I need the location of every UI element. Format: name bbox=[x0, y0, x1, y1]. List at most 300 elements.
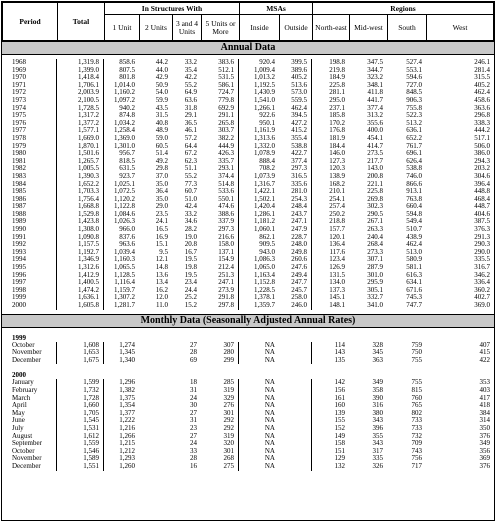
cell-south: 760 bbox=[411, 393, 422, 402]
cell-u5: 779.8 bbox=[218, 95, 234, 104]
cell-total: 1,399.0 bbox=[78, 65, 99, 74]
header-period: Period bbox=[3, 3, 58, 41]
monthly-rows-2000 bbox=[2, 379, 494, 470]
cell-ne: 250.2 bbox=[329, 209, 345, 218]
cell-inside: 888.4 bbox=[259, 156, 275, 165]
cell-u5: 275 bbox=[223, 461, 234, 470]
cell-south: 802 bbox=[411, 408, 422, 417]
cell-period: 2000 bbox=[12, 301, 26, 309]
cell-inside: 708.2 bbox=[259, 164, 275, 173]
cell-ne: 120.1 bbox=[329, 232, 345, 241]
cell-total: 1,559 bbox=[83, 439, 99, 448]
cell-u5: 550.1 bbox=[218, 194, 234, 203]
cell-total: 1,531 bbox=[83, 423, 99, 432]
cell-total: 1,319.8 bbox=[78, 58, 99, 66]
cell-inside: NA bbox=[264, 393, 275, 402]
cell-period: 1986 bbox=[12, 194, 26, 203]
cell-period: 1977 bbox=[12, 126, 26, 135]
cell-u5: 586.1 bbox=[218, 80, 234, 89]
cell-total: 1,703.3 bbox=[78, 187, 99, 196]
cell-south: 438.9 bbox=[406, 232, 422, 241]
cell-u1: 1,266 bbox=[119, 431, 135, 440]
header-outside: Outside bbox=[280, 15, 313, 41]
cell-inside: 1,181.2 bbox=[254, 217, 275, 226]
cell-west: 335.5 bbox=[474, 255, 490, 264]
column-total bbox=[57, 59, 104, 310]
cell-period: 1983 bbox=[12, 171, 26, 180]
cell-west: 386.0 bbox=[474, 149, 490, 158]
cell-u1: 1,307.2 bbox=[114, 293, 135, 302]
cell-u2: 16.2 bbox=[155, 285, 168, 294]
cell-u2: 44.0 bbox=[155, 65, 168, 74]
cell-outside: 260.6 bbox=[291, 255, 307, 264]
cell-west: 353 bbox=[479, 378, 490, 387]
cell-u3: 31.8 bbox=[184, 103, 197, 112]
cell-u1: 1,025.1 bbox=[114, 179, 135, 188]
cell-total: 1,605.8 bbox=[78, 301, 99, 309]
cell-u2 bbox=[166, 463, 168, 471]
cell-u3: 28 bbox=[190, 454, 197, 463]
cell-ne: 157.7 bbox=[329, 225, 345, 234]
cell-u5: 320 bbox=[223, 439, 234, 448]
cell-inside: NA bbox=[264, 408, 275, 417]
cell-outside: 245.7 bbox=[291, 285, 307, 294]
cell-west: 369 bbox=[479, 454, 490, 463]
cell-u1: 837.6 bbox=[119, 232, 135, 241]
cell-u1: 1,274 bbox=[119, 340, 135, 349]
cell-west: 407 bbox=[479, 340, 490, 349]
cell-u5: 388.6 bbox=[218, 209, 234, 218]
cell-period: October bbox=[12, 446, 35, 455]
cell-u1: 1,159.7 bbox=[114, 285, 135, 294]
cell-ne: 184.9 bbox=[329, 73, 345, 82]
cell-u3: 64.9 bbox=[184, 88, 197, 97]
cell-u3: 67.2 bbox=[184, 149, 197, 158]
cell-period: 1989 bbox=[12, 217, 26, 226]
cell-u3: 34.6 bbox=[184, 217, 197, 226]
cell-u2: 37.0 bbox=[155, 171, 168, 180]
cell-outside: 462.4 bbox=[291, 103, 307, 112]
cell-mw: 290.5 bbox=[367, 209, 383, 218]
cell-total: 1,090.8 bbox=[78, 232, 99, 241]
cell-u1: 1,293 bbox=[119, 454, 135, 463]
cell-u3: 33 bbox=[190, 446, 197, 455]
cell-u3: 46.1 bbox=[184, 126, 197, 135]
cell-inside: 1,266.1 bbox=[254, 103, 275, 112]
cell-period: January bbox=[12, 378, 34, 387]
cell-mw: 411.8 bbox=[367, 88, 383, 97]
cell-u1: 818.5 bbox=[119, 156, 135, 165]
cell-ne: 139 bbox=[334, 408, 345, 417]
cell-south: 462.4 bbox=[406, 240, 422, 249]
cell-inside: 1,430.9 bbox=[254, 88, 275, 97]
cell-u3: 69 bbox=[190, 355, 197, 364]
cell-ne: 146.0 bbox=[329, 149, 345, 158]
cell-u5: 301 bbox=[223, 408, 234, 417]
cell-period: 1984 bbox=[12, 179, 26, 188]
cell-u2: 59.9 bbox=[155, 95, 168, 104]
cell-u5: 303.7 bbox=[218, 126, 234, 135]
cell-south: 755.8 bbox=[406, 103, 422, 112]
cell-u1: 1,128.5 bbox=[114, 270, 135, 279]
cell-period: 1999 bbox=[12, 293, 26, 302]
cell-south: 671.6 bbox=[406, 285, 422, 294]
cell-total: 1,612 bbox=[83, 431, 99, 440]
cell-outside bbox=[305, 357, 307, 365]
cell-west: 468.4 bbox=[474, 194, 490, 203]
cell-mw: 317 bbox=[372, 446, 383, 455]
cell-inside: NA bbox=[264, 454, 275, 463]
cell-u1: 956.7 bbox=[119, 149, 135, 158]
cell-u3: 15.2 bbox=[184, 301, 197, 309]
cell-west: 349 bbox=[479, 439, 490, 448]
cell-ne: 219.8 bbox=[329, 65, 345, 74]
cell-u1: 940.2 bbox=[119, 103, 135, 112]
cell-u2: 51.4 bbox=[155, 149, 168, 158]
cell-u5: 276 bbox=[223, 401, 234, 410]
cell-u5: 265.8 bbox=[218, 118, 234, 127]
cell-period: 1975 bbox=[12, 111, 26, 120]
cell-u3: 19.5 bbox=[184, 255, 197, 264]
cell-u1: 1,026.3 bbox=[114, 217, 135, 226]
cell-ne: 198.8 bbox=[329, 58, 345, 66]
cell-u1: 1,296 bbox=[119, 378, 135, 387]
cell-u2: 29.0 bbox=[155, 202, 168, 211]
cell-south: 848.5 bbox=[406, 88, 422, 97]
cell-west: 369.0 bbox=[474, 301, 490, 309]
column-south bbox=[387, 379, 426, 470]
cell-mw: 380 bbox=[372, 408, 383, 417]
cell-ne: 156 bbox=[334, 385, 345, 394]
cell-west: 316.7 bbox=[474, 263, 490, 272]
cell-west: 281.4 bbox=[474, 65, 490, 74]
cell-ne: 149 bbox=[334, 431, 345, 440]
cell-u5: 335.7 bbox=[218, 156, 234, 165]
cell-west: 294.3 bbox=[474, 156, 490, 165]
cell-period: 1974 bbox=[12, 103, 26, 112]
cell-u1: 1,084.6 bbox=[114, 209, 135, 218]
cell-south: 616.3 bbox=[406, 270, 422, 279]
cell-south: 717 bbox=[411, 461, 422, 470]
cell-inside: 1,420.4 bbox=[254, 202, 275, 211]
cell-ne: 152 bbox=[334, 423, 345, 432]
cell-u3: 62.3 bbox=[184, 156, 197, 165]
cell-west: 458.6 bbox=[474, 95, 490, 104]
cell-u1: 1,039.4 bbox=[114, 247, 135, 256]
cell-west: 422 bbox=[479, 355, 490, 364]
cell-total: 1,377.2 bbox=[78, 118, 99, 127]
header-1-unit: 1 Unit bbox=[105, 15, 140, 41]
cell-south: 815 bbox=[411, 385, 422, 394]
cell-period: 1973 bbox=[12, 95, 26, 104]
cell-ne: 168.2 bbox=[329, 179, 345, 188]
cell-u2: 59.0 bbox=[155, 133, 168, 142]
cell-u5: 291.1 bbox=[218, 111, 234, 120]
cell-south: 866.6 bbox=[406, 179, 422, 188]
cell-ne: 184.4 bbox=[329, 141, 345, 150]
cell-west: 405.2 bbox=[474, 80, 490, 89]
cell-u5: 426.3 bbox=[218, 149, 234, 158]
cell-outside: 573.0 bbox=[291, 88, 307, 97]
column-u1 bbox=[104, 342, 139, 365]
cell-mw: 355 bbox=[372, 431, 383, 440]
cell-south: 765 bbox=[411, 401, 422, 410]
cell-ne: 120.3 bbox=[329, 164, 345, 173]
cell-mw: 287.9 bbox=[367, 263, 383, 272]
cell-period: 1979 bbox=[12, 141, 26, 150]
cell-u2: 29.8 bbox=[155, 164, 168, 173]
cell-ne: 123.4 bbox=[329, 255, 345, 264]
column-west bbox=[426, 59, 494, 310]
cell-total: 1,728.5 bbox=[78, 103, 99, 112]
column-u3 bbox=[172, 379, 201, 470]
cell-outside: 281.0 bbox=[291, 187, 307, 196]
cell-mw: 390 bbox=[372, 393, 383, 402]
cell-south: 727.0 bbox=[406, 80, 422, 89]
cell-south: 709 bbox=[411, 439, 422, 448]
cell-period: 1996 bbox=[12, 270, 26, 279]
cell-ne: 135 bbox=[334, 355, 345, 364]
cell-u2: 12.1 bbox=[155, 255, 168, 264]
cell-u1: 874.8 bbox=[119, 111, 135, 120]
cell-total: 1,660 bbox=[83, 401, 99, 410]
cell-total: 1,312.6 bbox=[78, 263, 99, 272]
cell-total: 1,589 bbox=[83, 454, 99, 463]
cell-period: November bbox=[12, 454, 42, 463]
column-period bbox=[2, 342, 57, 365]
cell-u5: 285 bbox=[223, 378, 234, 387]
cell-ne: 151 bbox=[334, 446, 345, 455]
cell-u1: 1,369.0 bbox=[114, 133, 135, 142]
cell-south: 513.2 bbox=[406, 118, 422, 127]
cell-u1: 1,215 bbox=[119, 439, 135, 448]
cell-mw: 441.7 bbox=[367, 95, 383, 104]
cell-total: 1,653 bbox=[83, 348, 99, 357]
cell-u2: 31.5 bbox=[155, 111, 168, 120]
cell-inside: 1,009.4 bbox=[254, 65, 275, 74]
cell-period: 1972 bbox=[12, 88, 26, 97]
cell-mw: 240.4 bbox=[367, 232, 383, 241]
cell-south: 913.1 bbox=[406, 187, 422, 196]
cell-south: 513.0 bbox=[406, 247, 422, 256]
cell-u3: 28 bbox=[190, 348, 197, 357]
cell-u2: 48.9 bbox=[155, 126, 168, 135]
cell-ne: 218.8 bbox=[329, 217, 345, 226]
cell-u5: 212.4 bbox=[218, 263, 234, 272]
cell-u2: 43.5 bbox=[155, 103, 168, 112]
cell-west: 291.3 bbox=[474, 232, 490, 241]
cell-total: 1,400.5 bbox=[78, 278, 99, 287]
column-inside bbox=[239, 59, 279, 310]
cell-u2: 50.9 bbox=[155, 80, 168, 89]
cell-outside: 228.7 bbox=[291, 232, 307, 241]
cell-ne: 114 bbox=[334, 340, 345, 349]
cell-ne: 281.1 bbox=[329, 88, 345, 97]
cell-mw: 332.7 bbox=[367, 293, 383, 302]
column-mw bbox=[349, 59, 387, 310]
cell-period: March bbox=[12, 393, 31, 402]
cell-u1: 966.0 bbox=[119, 225, 135, 234]
cell-mw: 302.3 bbox=[367, 202, 383, 211]
cell-mw: 225.8 bbox=[367, 187, 383, 196]
cell-mw: 221.1 bbox=[367, 179, 383, 188]
cell-u5: 297.3 bbox=[218, 225, 234, 234]
cell-u1: 1,122.8 bbox=[114, 202, 135, 211]
cell-inside: NA bbox=[264, 378, 275, 387]
cell-south: 733 bbox=[411, 423, 422, 432]
cell-mw: 343 bbox=[372, 416, 383, 425]
cell-west: 396.4 bbox=[474, 179, 490, 188]
cell-ne: 145.1 bbox=[329, 293, 345, 302]
cell-u5: 329 bbox=[223, 393, 234, 402]
cell-u3: 42.2 bbox=[184, 73, 197, 82]
column-u5 bbox=[201, 59, 239, 310]
column-mw bbox=[349, 379, 387, 470]
cell-mw: 396 bbox=[372, 423, 383, 432]
cell-u5: 514.8 bbox=[218, 179, 234, 188]
cell-period: 1976 bbox=[12, 118, 26, 127]
cell-west: 448.7 bbox=[474, 202, 490, 211]
cell-west: 315.5 bbox=[474, 73, 490, 82]
cell-u3: 27 bbox=[190, 431, 197, 440]
cell-west: 290.0 bbox=[474, 247, 490, 256]
column-south bbox=[387, 342, 426, 365]
cell-u2: 35.0 bbox=[155, 179, 168, 188]
cell-south: 745.3 bbox=[406, 293, 422, 302]
cell-inside: 909.5 bbox=[259, 240, 275, 249]
cell-mw: 328 bbox=[372, 340, 383, 349]
cell-west: 384 bbox=[479, 408, 490, 417]
cell-period: May bbox=[12, 408, 25, 417]
cell-outside: 258.0 bbox=[291, 293, 307, 302]
cell-u3: 24 bbox=[190, 393, 197, 402]
cell-u2: 15.1 bbox=[155, 240, 168, 249]
cell-u1: 1,382 bbox=[119, 385, 135, 394]
cell-west: 246.1 bbox=[474, 58, 490, 66]
cell-u3: 51.1 bbox=[184, 164, 197, 173]
cell-u3: 33.2 bbox=[184, 209, 197, 218]
cell-inside: NA bbox=[264, 355, 275, 364]
cell-ne: 158 bbox=[334, 439, 345, 448]
column-inside bbox=[239, 379, 279, 470]
cell-inside: 1,228.5 bbox=[254, 285, 275, 294]
cell-u3: 28.2 bbox=[184, 225, 197, 234]
cell-u1: 858.6 bbox=[119, 58, 135, 66]
column-ne bbox=[312, 342, 349, 365]
column-mw bbox=[349, 342, 387, 365]
cell-inside: 920.4 bbox=[259, 58, 275, 66]
cell-outside: 248.0 bbox=[291, 240, 307, 249]
column-u2 bbox=[139, 59, 172, 310]
cell-u1: 1,375 bbox=[119, 393, 135, 402]
cell-u3: 33.2 bbox=[184, 58, 197, 66]
cell-mw: 347.5 bbox=[367, 58, 383, 66]
cell-south: 733 bbox=[411, 416, 422, 425]
cell-mw: 377.4 bbox=[367, 103, 383, 112]
cell-period: November bbox=[12, 348, 42, 357]
cell-period: April bbox=[12, 401, 27, 410]
cell-u5: 251.3 bbox=[218, 270, 234, 279]
cell-u5: 292 bbox=[223, 423, 234, 432]
monthly-data-block bbox=[2, 328, 494, 471]
cell-total: 1,732 bbox=[83, 385, 99, 394]
cell-period: 1992 bbox=[12, 240, 26, 249]
cell-west: 403 bbox=[479, 385, 490, 394]
cell-u3: 35.4 bbox=[184, 65, 197, 74]
cell-west: 444.2 bbox=[474, 126, 490, 135]
column-u5 bbox=[201, 379, 239, 470]
cell-total: 1,390.3 bbox=[78, 171, 99, 180]
cell-total: 1,308.0 bbox=[78, 225, 99, 234]
cell-u3: 51.0 bbox=[184, 194, 197, 203]
column-period bbox=[2, 379, 57, 470]
cell-mw: 273.5 bbox=[367, 149, 383, 158]
cell-inside: 1,073.9 bbox=[254, 171, 275, 180]
cell-ne: 160 bbox=[334, 401, 345, 410]
cell-u2: 40.8 bbox=[155, 118, 168, 127]
cell-mw: 143.0 bbox=[367, 164, 383, 173]
cell-ne: 176.8 bbox=[329, 126, 345, 135]
cell-outside bbox=[305, 463, 307, 471]
column-u3 bbox=[172, 342, 201, 365]
cell-total: 2,003.9 bbox=[78, 88, 99, 97]
cell-period: 1987 bbox=[12, 202, 26, 211]
cell-total: 1,423.8 bbox=[78, 217, 99, 226]
cell-ne: 131.5 bbox=[329, 270, 345, 279]
cell-period: 1994 bbox=[12, 255, 26, 264]
cell-west: 290.3 bbox=[474, 240, 490, 249]
cell-u5: 216.6 bbox=[218, 232, 234, 241]
cell-u3: 16 bbox=[190, 461, 197, 470]
cell-total: 1,669.0 bbox=[78, 133, 99, 142]
cell-u3: 31 bbox=[190, 416, 197, 425]
cell-south: 759 bbox=[411, 340, 422, 349]
cell-period: 1970 bbox=[12, 73, 26, 82]
cell-total: 1,545 bbox=[83, 416, 99, 425]
cell-south: 743 bbox=[411, 446, 422, 455]
cell-ne: 126.9 bbox=[329, 263, 345, 272]
column-outside bbox=[279, 342, 312, 365]
cell-west: 338.3 bbox=[474, 118, 490, 127]
header-5-units: 5 Units or More bbox=[202, 15, 240, 41]
header-in-structures: In Structures With bbox=[105, 3, 240, 15]
cell-total: 1,551 bbox=[83, 461, 99, 470]
cell-total: 1,636.1 bbox=[78, 293, 99, 302]
cell-mw: 344.7 bbox=[367, 65, 383, 74]
header-south: South bbox=[388, 15, 427, 41]
cell-u1: 923.7 bbox=[119, 171, 135, 180]
cell-period: 1982 bbox=[12, 164, 26, 173]
cell-inside: 1,422.1 bbox=[254, 187, 275, 196]
cell-mw: 263.3 bbox=[367, 225, 383, 234]
cell-outside: 422.7 bbox=[291, 149, 307, 158]
cell-period: 1978 bbox=[12, 133, 26, 142]
cell-west: 336.4 bbox=[474, 278, 490, 287]
cell-outside: 243.7 bbox=[291, 209, 307, 218]
cell-ne: 117.6 bbox=[329, 247, 345, 256]
table-header bbox=[2, 2, 494, 41]
cell-outside: 316.5 bbox=[291, 171, 307, 180]
cell-inside: 1,502.1 bbox=[254, 194, 275, 203]
cell-total: 1,870.1 bbox=[78, 141, 99, 150]
cell-west: 387.5 bbox=[474, 217, 490, 226]
cell-inside: 1,078.9 bbox=[254, 149, 275, 158]
cell-ne: 210.1 bbox=[329, 187, 345, 196]
cell-inside: NA bbox=[264, 385, 275, 394]
cell-outside: 335.6 bbox=[291, 179, 307, 188]
cell-inside: NA bbox=[264, 431, 275, 440]
cell-u2: 44.2 bbox=[155, 58, 168, 66]
